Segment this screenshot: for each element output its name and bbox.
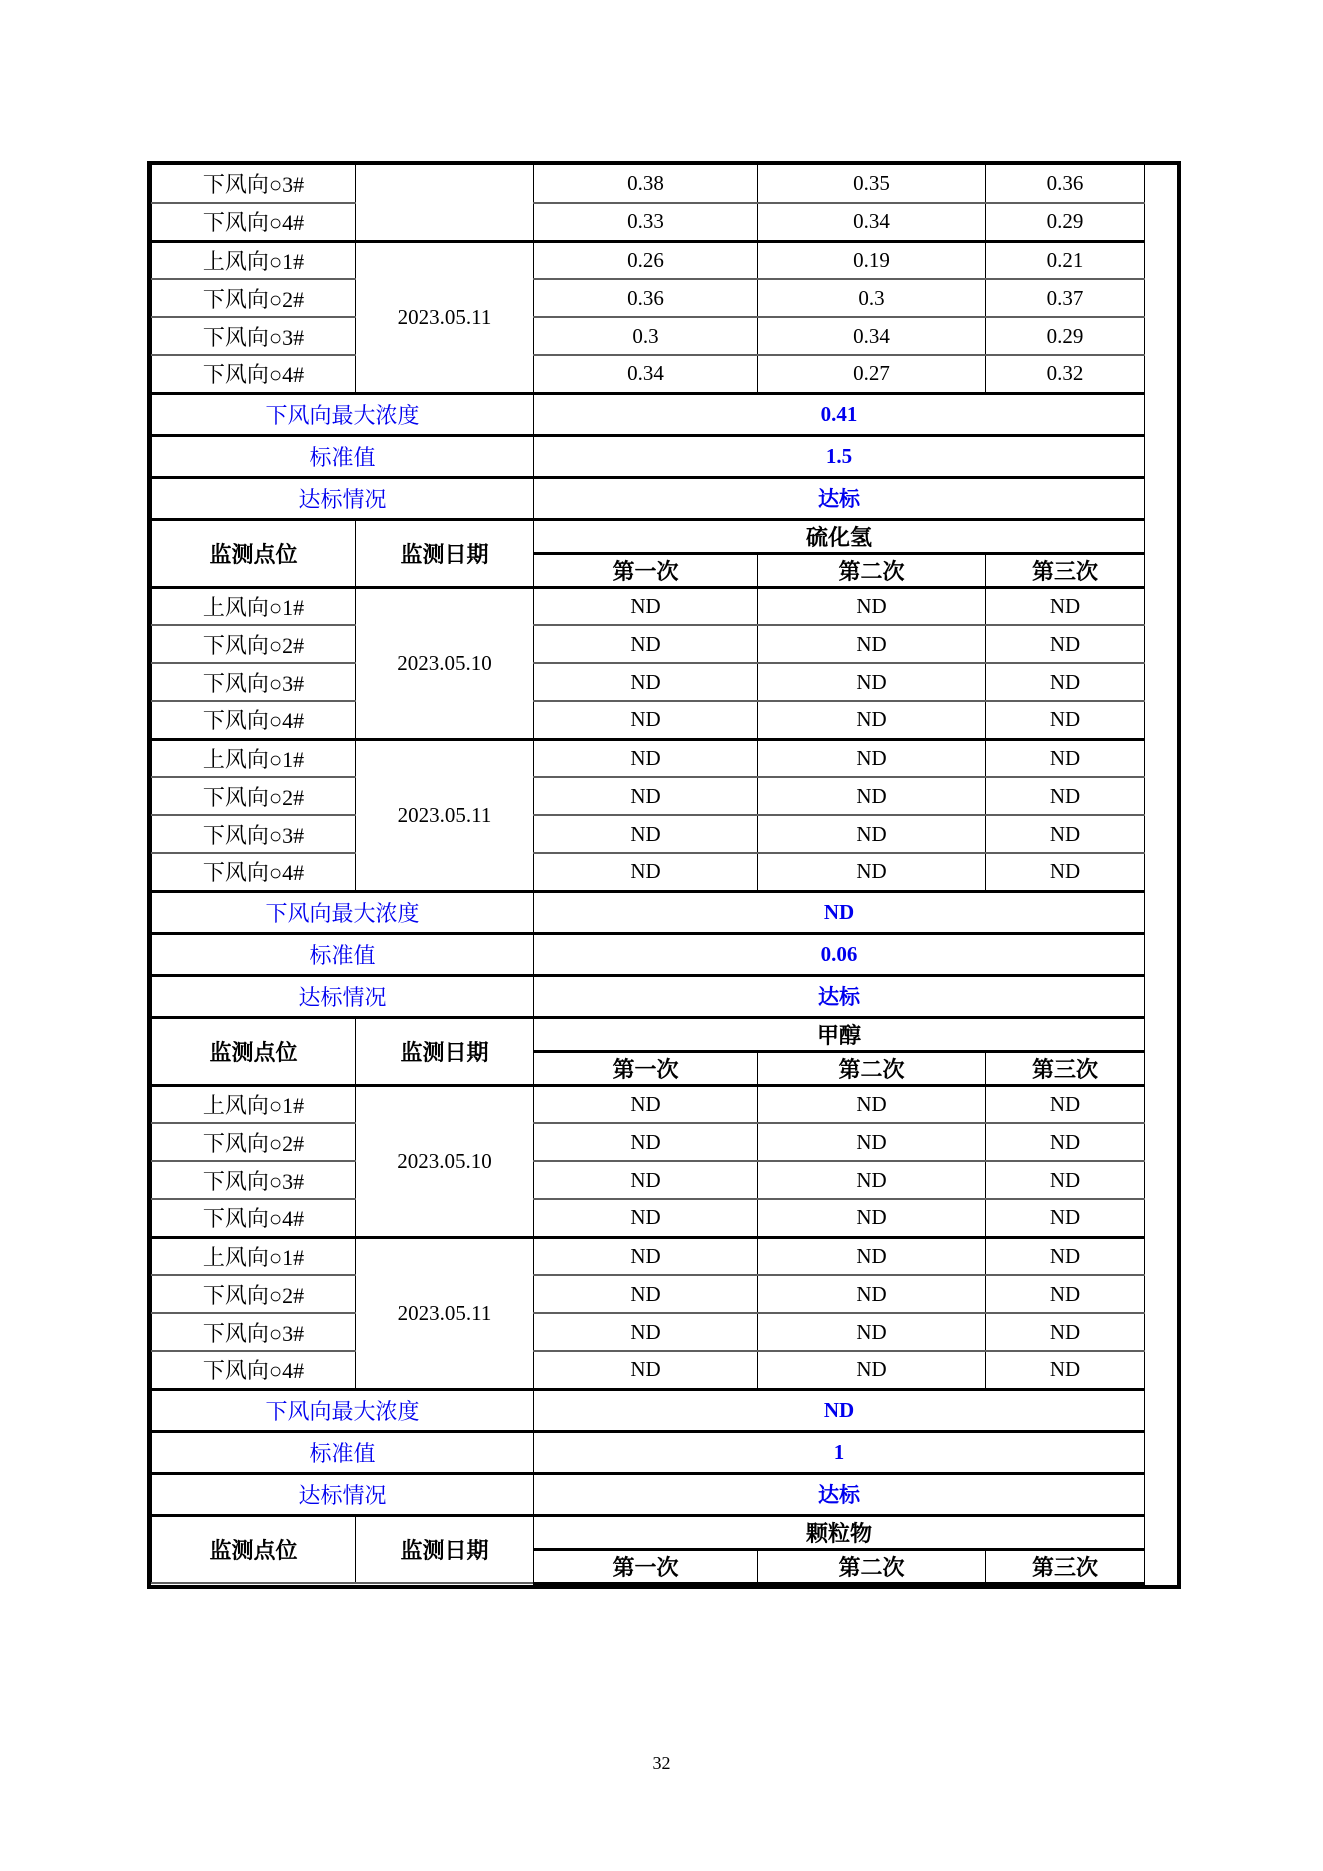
- monitoring-point-cell: 下风向○3#: [152, 663, 356, 701]
- value-cell: ND: [986, 1123, 1145, 1161]
- summary-row: [152, 1473, 1145, 1515]
- summary-value: 1: [534, 1431, 1145, 1473]
- value-cell: 0.19: [758, 241, 986, 279]
- page-number: 32: [652, 1753, 671, 1773]
- pass-header: 第二次: [758, 1549, 986, 1583]
- monitoring-point-cell: 下风向○3#: [152, 815, 356, 853]
- monitoring-point-cell: 下风向○2#: [152, 1275, 356, 1313]
- table-row: [152, 241, 1145, 279]
- value-cell: 0.36: [534, 279, 758, 317]
- value-cell: ND: [986, 663, 1145, 701]
- summary-value: ND: [534, 1389, 1145, 1431]
- monitoring-point-cell: 下风向○2#: [152, 1123, 356, 1161]
- value-cell: 0.3: [534, 317, 758, 355]
- summary-label: 下风向最大浓度: [152, 1389, 534, 1431]
- value-cell: ND: [534, 777, 758, 815]
- table-row: [152, 1199, 1145, 1237]
- value-cell: 0.36: [986, 165, 1145, 203]
- summary-value: ND: [534, 891, 1145, 933]
- column-header-point: 监测点位: [152, 1017, 356, 1085]
- value-cell: 0.34: [758, 317, 986, 355]
- summary-row: [152, 1389, 1145, 1431]
- table-row: [152, 625, 1145, 663]
- value-cell: 0.34: [758, 203, 986, 241]
- column-header-date: 监测日期: [356, 1017, 534, 1085]
- summary-value: 达标: [534, 975, 1145, 1017]
- value-cell: ND: [986, 739, 1145, 777]
- value-cell: ND: [534, 1161, 758, 1199]
- header-row: [152, 1017, 1145, 1051]
- pass-header: 第二次: [758, 1051, 986, 1085]
- value-cell: ND: [986, 777, 1145, 815]
- value-cell: ND: [986, 587, 1145, 625]
- summary-row: [152, 933, 1145, 975]
- value-cell: ND: [534, 815, 758, 853]
- value-cell: ND: [986, 701, 1145, 739]
- date-cell: 2023.05.11: [356, 739, 534, 891]
- value-cell: ND: [534, 1313, 758, 1351]
- table-row: [152, 815, 1145, 853]
- table-row: [152, 1161, 1145, 1199]
- summary-label: 达标情况: [152, 1473, 534, 1515]
- monitoring-point-cell: 下风向○3#: [152, 1313, 356, 1351]
- monitoring-point-cell: 上风向○1#: [152, 739, 356, 777]
- value-cell: 0.33: [534, 203, 758, 241]
- summary-value: 达标: [534, 477, 1145, 519]
- value-cell: 0.37: [986, 279, 1145, 317]
- value-cell: ND: [534, 587, 758, 625]
- column-header-date: 监测日期: [356, 1515, 534, 1583]
- value-cell: ND: [758, 701, 986, 739]
- date-cell: 2023.05.10: [356, 587, 534, 739]
- date-cell: 2023.05.11: [356, 241, 534, 393]
- value-cell: ND: [986, 815, 1145, 853]
- value-cell: ND: [758, 1237, 986, 1275]
- value-cell: ND: [758, 1351, 986, 1389]
- summary-label: 标准值: [152, 435, 534, 477]
- pass-header: 第三次: [986, 1051, 1145, 1085]
- summary-row: [152, 891, 1145, 933]
- monitoring-point-cell: 上风向○1#: [152, 1085, 356, 1123]
- value-cell: 0.27: [758, 355, 986, 393]
- pass-header: 第二次: [758, 553, 986, 587]
- substance-header: 甲醇: [534, 1017, 1145, 1051]
- value-cell: 0.35: [758, 165, 986, 203]
- pass-header: 第一次: [534, 1051, 758, 1085]
- pass-header: 第三次: [986, 1549, 1145, 1583]
- header-row: [152, 519, 1145, 553]
- content-frame: [147, 161, 1181, 1589]
- monitoring-point-cell: 上风向○1#: [152, 241, 356, 279]
- table-row: [152, 1351, 1145, 1389]
- table-row: [152, 777, 1145, 815]
- summary-label: 下风向最大浓度: [152, 393, 534, 435]
- monitoring-table: [151, 165, 1145, 1585]
- value-cell: 0.38: [534, 165, 758, 203]
- header-row: [152, 1515, 1145, 1549]
- table-row: [152, 1275, 1145, 1313]
- monitoring-point-cell: 下风向○2#: [152, 625, 356, 663]
- substance-header: 硫化氢: [534, 519, 1145, 553]
- value-cell: ND: [986, 1313, 1145, 1351]
- monitoring-point-cell: 下风向○2#: [152, 279, 356, 317]
- date-cell: [356, 165, 534, 241]
- value-cell: ND: [534, 853, 758, 891]
- table-row: [152, 1085, 1145, 1123]
- table-row: [152, 203, 1145, 241]
- monitoring-point-cell: 下风向○4#: [152, 203, 356, 241]
- value-cell: ND: [986, 1237, 1145, 1275]
- value-cell: ND: [534, 739, 758, 777]
- summary-row: [152, 393, 1145, 435]
- summary-row: [152, 435, 1145, 477]
- value-cell: ND: [758, 1085, 986, 1123]
- summary-label: 达标情况: [152, 975, 534, 1017]
- summary-label: 下风向最大浓度: [152, 891, 534, 933]
- table-row: [152, 587, 1145, 625]
- value-cell: ND: [534, 1275, 758, 1313]
- value-cell: ND: [534, 1237, 758, 1275]
- summary-row: [152, 477, 1145, 519]
- value-cell: ND: [758, 815, 986, 853]
- value-cell: ND: [986, 1161, 1145, 1199]
- table-row: [152, 317, 1145, 355]
- value-cell: 0.32: [986, 355, 1145, 393]
- monitoring-point-cell: 下风向○3#: [152, 317, 356, 355]
- summary-row: [152, 975, 1145, 1017]
- value-cell: 0.26: [534, 241, 758, 279]
- value-cell: ND: [758, 777, 986, 815]
- value-cell: 0.29: [986, 203, 1145, 241]
- summary-label: 标准值: [152, 1431, 534, 1473]
- pass-header: 第三次: [986, 553, 1145, 587]
- value-cell: ND: [758, 663, 986, 701]
- value-cell: ND: [758, 739, 986, 777]
- value-cell: 0.21: [986, 241, 1145, 279]
- value-cell: ND: [534, 625, 758, 663]
- table-row: [152, 165, 1145, 203]
- pass-header: 第一次: [534, 553, 758, 587]
- summary-value: 达标: [534, 1473, 1145, 1515]
- value-cell: ND: [758, 1161, 986, 1199]
- substance-header: 颗粒物: [534, 1515, 1145, 1549]
- value-cell: ND: [534, 701, 758, 739]
- value-cell: ND: [758, 1199, 986, 1237]
- table-row: [152, 739, 1145, 777]
- summary-value: 1.5: [534, 435, 1145, 477]
- table-row: [152, 1123, 1145, 1161]
- value-cell: ND: [758, 1313, 986, 1351]
- table-row: [152, 853, 1145, 891]
- table-row: [152, 701, 1145, 739]
- monitoring-point-cell: 下风向○4#: [152, 1199, 356, 1237]
- monitoring-point-cell: 下风向○4#: [152, 701, 356, 739]
- value-cell: ND: [986, 853, 1145, 891]
- value-cell: ND: [986, 1351, 1145, 1389]
- value-cell: ND: [758, 1275, 986, 1313]
- value-cell: ND: [534, 1123, 758, 1161]
- column-header-date: 监测日期: [356, 519, 534, 587]
- value-cell: ND: [758, 853, 986, 891]
- table-row: [152, 1313, 1145, 1351]
- table-row: [152, 1237, 1145, 1275]
- column-header-point: 监测点位: [152, 519, 356, 587]
- monitoring-point-cell: 下风向○4#: [152, 355, 356, 393]
- value-cell: ND: [758, 625, 986, 663]
- summary-value: 0.06: [534, 933, 1145, 975]
- value-cell: 0.3: [758, 279, 986, 317]
- table-row: [152, 355, 1145, 393]
- value-cell: ND: [758, 1123, 986, 1161]
- monitoring-point-cell: 上风向○1#: [152, 1237, 356, 1275]
- value-cell: ND: [534, 1085, 758, 1123]
- value-cell: ND: [986, 1275, 1145, 1313]
- value-cell: ND: [986, 1085, 1145, 1123]
- value-cell: ND: [534, 1351, 758, 1389]
- table-row: [152, 663, 1145, 701]
- summary-value: 0.41: [534, 393, 1145, 435]
- summary-label: 达标情况: [152, 477, 534, 519]
- date-cell: 2023.05.11: [356, 1237, 534, 1389]
- value-cell: ND: [758, 587, 986, 625]
- value-cell: 0.29: [986, 317, 1145, 355]
- column-header-point: 监测点位: [152, 1515, 356, 1583]
- monitoring-point-cell: 上风向○1#: [152, 587, 356, 625]
- value-cell: 0.34: [534, 355, 758, 393]
- date-cell: 2023.05.10: [356, 1085, 534, 1237]
- value-cell: ND: [534, 663, 758, 701]
- monitoring-point-cell: 下风向○4#: [152, 853, 356, 891]
- summary-label: 标准值: [152, 933, 534, 975]
- value-cell: ND: [986, 1199, 1145, 1237]
- summary-row: [152, 1431, 1145, 1473]
- table-row: [152, 279, 1145, 317]
- monitoring-point-cell: 下风向○2#: [152, 777, 356, 815]
- monitoring-point-cell: 下风向○4#: [152, 1351, 356, 1389]
- value-cell: ND: [986, 625, 1145, 663]
- pass-header: 第一次: [534, 1549, 758, 1583]
- monitoring-point-cell: 下风向○3#: [152, 165, 356, 203]
- monitoring-point-cell: 下风向○3#: [152, 1161, 356, 1199]
- value-cell: ND: [534, 1199, 758, 1237]
